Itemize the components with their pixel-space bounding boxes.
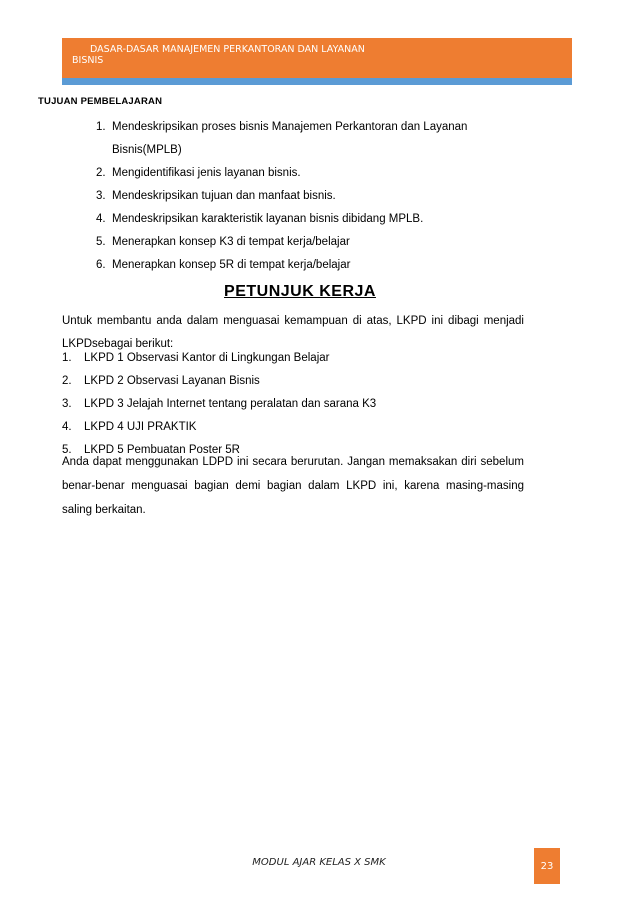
list-item-text: LKPD 2 Observasi Layanan Bisnis bbox=[84, 375, 260, 387]
page-number: 23 bbox=[540, 860, 554, 872]
list-item bbox=[62, 370, 524, 393]
list-item-number: 3. bbox=[62, 398, 72, 410]
page-number-badge bbox=[534, 848, 560, 884]
objectives-list bbox=[96, 116, 516, 277]
list-item-continuation: Bisnis(MPLB) bbox=[112, 144, 182, 156]
objectives-heading: TUJUAN PEMBELAJARAN bbox=[38, 96, 163, 107]
list-item-text: Menerapkan konsep 5R di tempat kerja/belajar bbox=[112, 259, 351, 271]
list-item bbox=[96, 185, 516, 208]
list-item bbox=[96, 208, 516, 231]
list-item-text: Mendeskripsikan tujuan dan manfaat bisnis. bbox=[112, 190, 336, 202]
list-item-number: 1. bbox=[96, 121, 106, 133]
list-item-text: Menerapkan konsep K3 di tempat kerja/belajar bbox=[112, 236, 350, 248]
header-accent-strip bbox=[62, 78, 572, 85]
list-item-number: 6. bbox=[96, 259, 106, 271]
header-title-line2: BISNIS bbox=[72, 55, 104, 66]
list-item-text: LKPD 4 UJI PRAKTIK bbox=[84, 421, 197, 433]
list-item-number: 5. bbox=[96, 236, 106, 248]
list-item-number: 5. bbox=[62, 444, 72, 456]
list-item-text: Mendeskripsikan proses bisnis Manajemen Perkantoran dan Layanan bbox=[112, 121, 468, 133]
list-item-text: LKPD 1 Observasi Kantor di Lingkungan Belajar bbox=[84, 352, 330, 364]
lkpd-list bbox=[62, 347, 524, 462]
list-item-number: 4. bbox=[62, 421, 72, 433]
list-item-text: Mendeskripsikan karakteristik layanan bisnis dibidang MPLB. bbox=[112, 213, 424, 225]
list-item-number: 2. bbox=[62, 375, 72, 387]
list-item-number: 3. bbox=[96, 190, 106, 202]
list-item-number: 2. bbox=[96, 167, 106, 179]
list-item-number: 1. bbox=[62, 352, 72, 364]
list-item bbox=[96, 116, 516, 162]
header-title-line1: DASAR-DASAR MANAJEMEN PERKANTORAN DAN LAYANAN bbox=[90, 44, 365, 55]
footer-module-label: MODUL AJAR KELAS X SMK bbox=[252, 857, 386, 868]
list-item bbox=[62, 416, 524, 439]
list-item bbox=[96, 254, 516, 277]
list-item-text: LKPD 3 Jelajah Internet tentang peralatan dan sarana K3 bbox=[84, 398, 377, 410]
list-item-number: 4. bbox=[96, 213, 106, 225]
list-item-text: LKPD 5 Pembuatan Poster 5R bbox=[84, 444, 240, 456]
list-item bbox=[96, 231, 516, 254]
list-item bbox=[96, 162, 516, 185]
instructions-title: PETUNJUK KERJA bbox=[224, 283, 376, 300]
instructions-closing: Anda dapat menggunakan LDPD ini secara berurutan. Jangan memaksakan diri sebelum benar-benar menguasai bagian demi bagian dalam LKPD ini, karena masing-masing saling berkaitan. bbox=[62, 456, 524, 516]
list-item bbox=[62, 347, 524, 370]
list-item-text: Mengidentifikasi jenis layanan bisnis. bbox=[112, 167, 301, 179]
instructions-intro: Untuk membantu anda dalam menguasai kemampuan di atas, LKPD ini dibagi menjadi LKPDsebagai berikut: bbox=[62, 315, 524, 350]
list-item bbox=[62, 393, 524, 416]
